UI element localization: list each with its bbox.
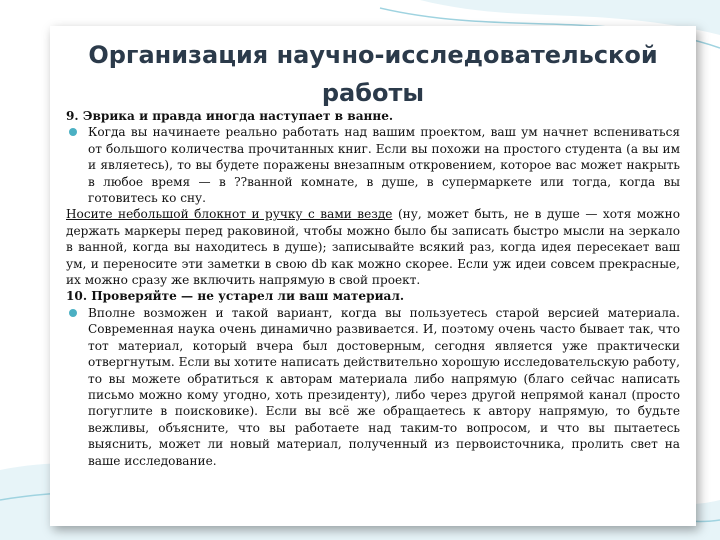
section-10-bullet-text: Вполне возможен и такой вариант, когда вы пользуетесь старой версией материала. Современная наука очень динамично развивается. И, поэтому очень часто бывает так, что тот материал, который вчера был достоверным, сегодня является уже практически отвергнутым. Если вы хотите написать действительно хорошую исследовательскую работу, то вы можете обратиться к авторам материала либо напрямую (благо сейчас написать письмо можно кому угодно, хоть президенту), либо через другой непрямой канал (просто погуглите в поисковике). Если вы всё же обращаетесь к автору напрямую, то будьте вежливы, объясните, что вы работаете над таким-то вопросом, и что вы пытаетесь выяснить, может ли новый материал, полученный из первоисточника, пролить свет на ваше исследование.	[88, 305, 680, 468]
slide-title	[50, 36, 696, 112]
bullet-icon	[69, 309, 77, 317]
section-9-paragraph-text: (ну, может быть, не в душе — хотя можно держать маркеры перед раковиной, чтобы можно было бы записать быстро мысли на зеркало в ванной, когда вы находитесь в душе); записывайте всякий раз, когда идея пересекает ваш ум, и переносите эти заметки в свою db как можно скорее. Если уж идеи совсем прекрасные, их можно сразу же включить напрямую в свой проект.	[66, 207, 680, 288]
section-10-bullet	[66, 305, 680, 469]
section-9-heading: 9. Эврика и правда иногда наступает в ванне.	[66, 109, 394, 123]
bullet-icon	[69, 128, 77, 136]
title-line-1: Организация научно-исследовательской	[88, 41, 658, 69]
section-9-paragraph	[66, 206, 680, 288]
section-9-underlined-text: Носите небольшой блокнот и ручку с вами везде	[66, 207, 393, 222]
section-10-heading: 10. Проверяйте — не устарел ли ваш материал.	[66, 289, 405, 304]
section-9-bullet	[66, 124, 680, 206]
title-line-2: работы	[321, 79, 425, 107]
slide-body	[66, 108, 680, 469]
section-9-bullet-text: Когда вы начинаете реально работать над вашим проектом, ваш ум начнет вспениваться от большого количества прочитанных книг. Если вы похожи на простого студента (а вы им и являетесь), то вы будете поражены внезапным откровением, которое вас может накрыть в любое время — в ??ванной комнате, в душе, в супермаркете или тогда, когда вы готовитесь ко сну.	[88, 125, 680, 206]
slide-card	[50, 26, 696, 526]
